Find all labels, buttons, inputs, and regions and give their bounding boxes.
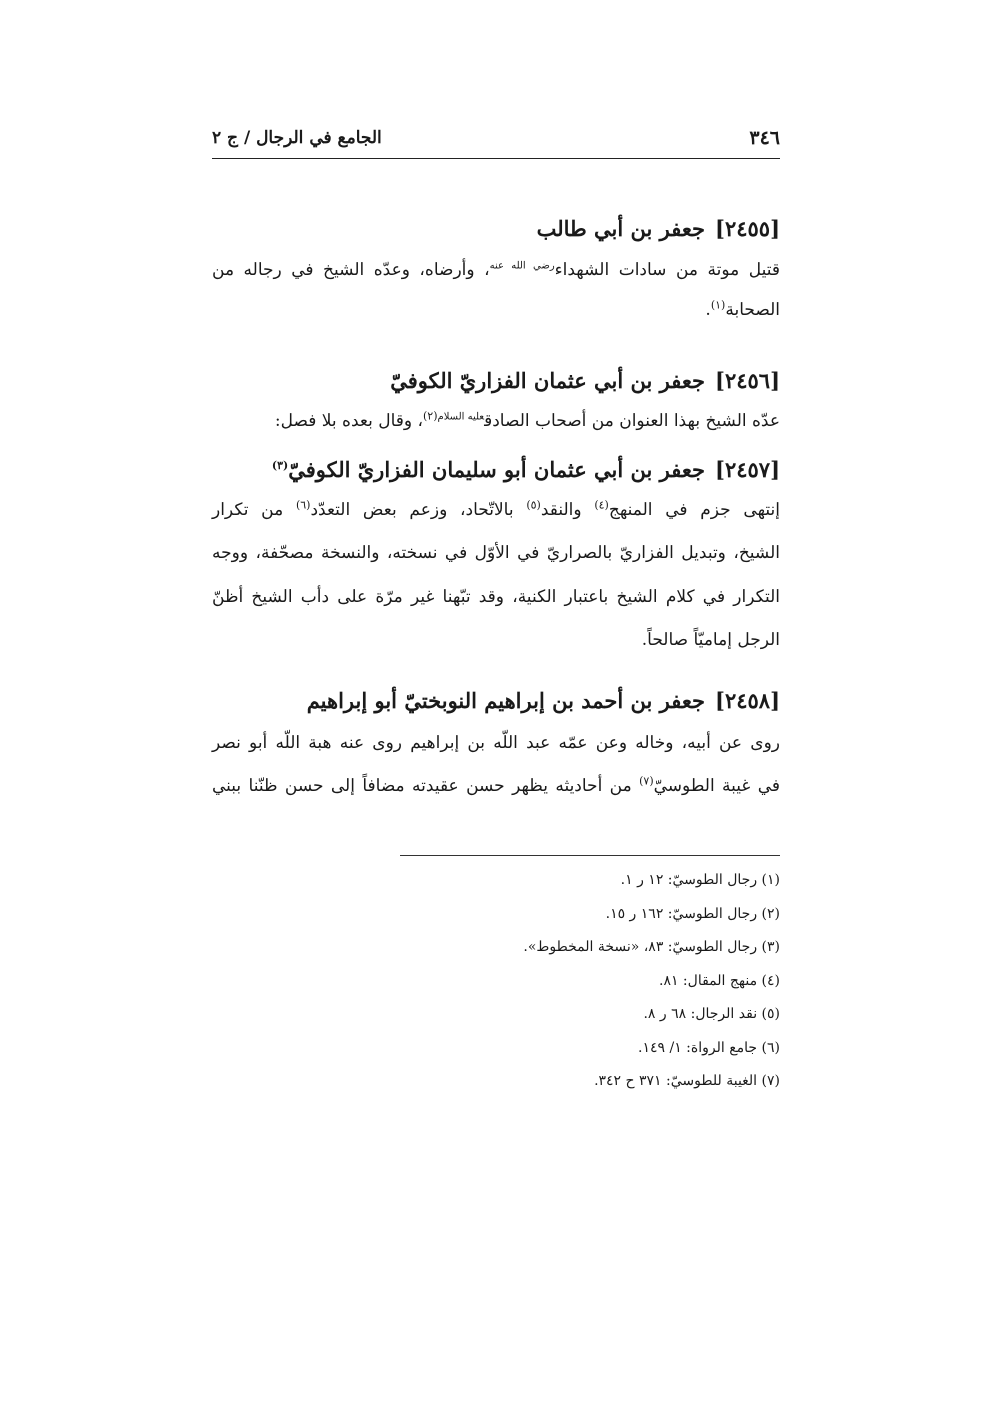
body-line: الصحابة$^{(١)}$. (705, 298, 780, 320)
entry-number: [٢٤٥٥] (715, 216, 780, 241)
entry-title (212, 218, 780, 239)
footnote-ref[interactable]: (٢) (422, 409, 438, 423)
footnote-item: (١) رجال الطوسيّ: ١٢ ر ١. (620, 872, 780, 888)
footnote-item: (٦) جامع الرواة: ١/ ١٤٩. (638, 1039, 780, 1056)
entry-name: جعفر بن أحمد بن إبراهيم النوبختيّ أبو إبراهيم (306, 688, 705, 713)
body-line: الرجل إماميّاً صالحاً. (641, 630, 780, 650)
footnote-item: (٣) رجال الطوسيّ: ٨٣، «نسخة المخطوط». (523, 939, 780, 955)
entry-title (212, 690, 780, 711)
entry-name: جعفر بن أبي عثمان أبو سليمان الفزاريّ الكوفيّ (288, 457, 705, 482)
honorific-mark: عليه السلام (437, 411, 485, 423)
footnote-ref[interactable]: (٦) (295, 498, 311, 512)
entry-title (212, 370, 780, 391)
body-line: إنتهى جزم في المنهج$^{(٤)}$ والنقد$^{(٥)}$ بالاتّحاد، وزعم بعض التعدّد$^{(٦)}$ من تكرار (212, 498, 781, 520)
footnote-ref[interactable]: (٤) (594, 498, 609, 512)
entry-title (212, 459, 780, 480)
body-line: عدّه الشيخ بهذا العنوان من أصحاب الصادق$^{عليه السلام(٢)}$، وقال بعده بلا فصل: (274, 409, 780, 431)
body-line: الشيخ، وتبديل الفزاريّ بالصراريّ في الأوّل في نسخته، والنسخة مصحّفة، ووجه (212, 543, 780, 563)
footnote-ref[interactable]: (١) (710, 298, 726, 312)
footnote-ref[interactable]: (٥) (526, 498, 541, 512)
body-line: التكرار في كلام الشيخ باعتبار الكنية، وقد تبّهنا غير مرّة على دأب الشيخ أظنّ (212, 587, 780, 607)
footnote-ref[interactable]: (٣) (271, 459, 289, 472)
footnotes (212, 872, 780, 1107)
entry-number: [٢٤٥٧] (715, 457, 780, 482)
entry-name: جعفر بن أبي عثمان الفزاريّ الكوفيّ (390, 368, 705, 393)
running-title: الجامع في الرجال / ج ٢ (212, 128, 382, 148)
footnote-item: (٥) نقد الرجال: ٦٨ ر ٨. (643, 1006, 780, 1022)
honorific-mark: رضي الله عنه (489, 260, 555, 272)
footnote-separator (400, 855, 780, 856)
body-line: في غيبة الطوسيّ$^{(٧)}$ من أحاديثه يظهر حسن عقيدته مضافاً إلى حسن ظنّنا ببني (212, 774, 780, 796)
book-page (212, 0, 780, 1403)
page-header (212, 118, 780, 159)
footnote-item: (٤) منهج المقال: ٨١. (658, 972, 780, 989)
footnote-item: (٢) رجال الطوسيّ: ١٦٢ ر ١٥. (605, 905, 780, 922)
entry-number: [٢٤٥٨] (715, 688, 780, 713)
page-number: ٣٤٦ (749, 127, 780, 149)
footnote-item: (٧) الغيبة للطوسيّ: ٣٧١ ح ٣٤٢. (594, 1073, 780, 1089)
body-line: قتيل موتة من سادات الشهداء$^{رضي الله عنه}$، وأرضاه، وعدّه الشيخ في رجاله من (212, 260, 780, 280)
footnote-ref[interactable]: (٧) (639, 774, 654, 788)
body-line: روى عن أبيه، وخاله وعن عمّه عبد اللّه بن إبراهيم روى عنه هبة اللّه أبو نصر (212, 733, 780, 753)
entry-number: [٢٤٥٦] (715, 368, 780, 393)
entry-name: جعفر بن أبي طالب (536, 216, 705, 241)
